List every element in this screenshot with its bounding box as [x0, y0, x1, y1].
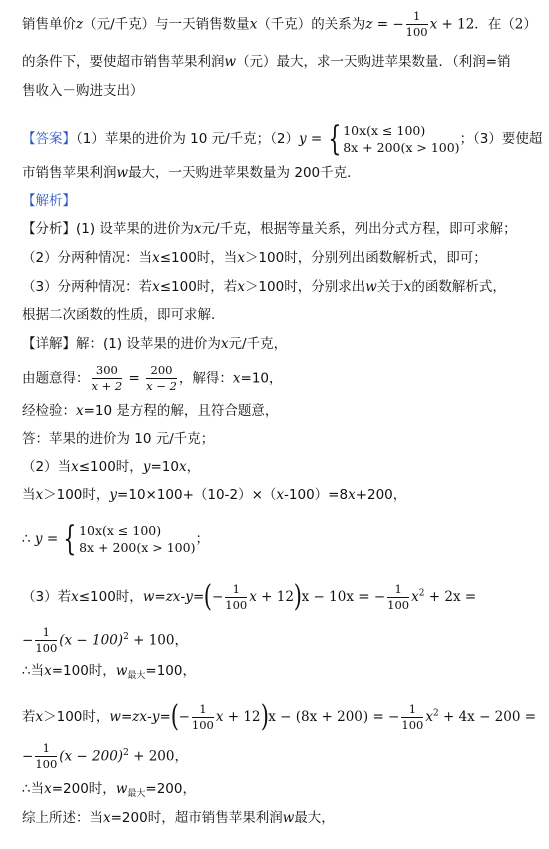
subscript: 最大 — [127, 789, 146, 799]
text: = — [154, 589, 166, 605]
var-x: x — [152, 279, 160, 295]
text: 售收入－购进支出） — [22, 83, 144, 99]
var-x: x — [425, 709, 433, 725]
text: + 12 — [223, 709, 261, 725]
case-1: 10x(x ≤ 100) — [79, 523, 162, 538]
var-y: y — [34, 531, 43, 547]
var-x: x — [35, 709, 44, 725]
line-21 — [22, 699, 537, 734]
text: =10×100+（10-2）×（ — [117, 487, 277, 503]
exponent: 2 — [123, 632, 129, 642]
numerator: 300 — [95, 363, 118, 377]
text: ＞100时，分别求出 — [244, 279, 366, 295]
brace: { — [327, 119, 341, 159]
denominator: x − 2 — [146, 379, 177, 393]
numerator: 200 — [150, 363, 173, 377]
var-y: y — [185, 589, 193, 605]
var-x: x — [232, 370, 241, 387]
paren-close: ) — [293, 579, 302, 614]
denominator: 100 — [35, 757, 58, 771]
numerator: 1 — [412, 9, 421, 23]
text: 当 — [22, 487, 36, 503]
text: x − (8x + 200) = − — [268, 709, 400, 725]
fraction — [387, 583, 409, 612]
var-x: x — [429, 16, 438, 33]
line-9 — [22, 278, 506, 296]
fraction — [401, 703, 423, 732]
text: 最大，一天购进苹果数量为 200千克． — [128, 165, 361, 181]
text: − — [22, 748, 34, 765]
paren-open: ( — [204, 579, 213, 614]
line-12 — [22, 364, 283, 393]
fraction — [146, 364, 177, 393]
var-w: w — [224, 54, 237, 70]
text: =200， — [145, 781, 196, 797]
text: （元/千克）与一天销售数量 — [83, 16, 250, 33]
paren-close: ) — [260, 699, 269, 734]
text: − — [22, 632, 34, 649]
var-x: x — [178, 459, 187, 475]
var-z: z — [76, 16, 84, 33]
text: =200时， — [51, 781, 116, 797]
text: =10， — [240, 370, 283, 387]
text: （2）当 — [22, 459, 72, 475]
var-x: x — [237, 279, 245, 295]
var-w: w — [116, 165, 129, 181]
line-4 — [22, 119, 543, 159]
text: -100）=8 — [284, 487, 349, 503]
var-x: x — [403, 279, 412, 295]
text: 销售单价 — [22, 16, 76, 33]
subscript: 最大 — [127, 671, 146, 681]
line-6 — [22, 192, 76, 210]
text: 经检验： — [22, 403, 76, 419]
denominator: x + 2 — [91, 379, 123, 393]
line-23 — [22, 780, 196, 803]
text: 元/千克，根据等量关系，列出分式方程，即可求解； — [201, 221, 517, 237]
fraction — [35, 742, 57, 771]
text: ＞100时， — [43, 487, 110, 503]
text: 答：苹果的进价为 10 元/千克； — [22, 431, 215, 447]
line-20 — [22, 662, 196, 685]
text: = − — [372, 16, 404, 33]
text: = — [306, 131, 327, 147]
var-zx: zx — [165, 589, 181, 605]
text: ≤100时，当 — [159, 250, 238, 266]
text: （2）分两种情况：当 — [22, 250, 153, 266]
analysis-tag: 【解析】 — [22, 193, 76, 209]
var-y: y — [142, 459, 151, 475]
text: 由题意得： — [22, 370, 90, 387]
var-x: x — [152, 250, 160, 266]
line-5 — [22, 164, 361, 182]
text: ≤100时，若 — [159, 279, 238, 295]
expression: (x − 100) — [59, 632, 124, 649]
paren-open: ( — [170, 699, 179, 734]
fraction — [406, 10, 428, 39]
fraction — [192, 703, 214, 732]
line-11 — [22, 335, 287, 353]
piecewise-cases — [79, 522, 195, 556]
text: = — [124, 370, 145, 387]
text: 最大， — [294, 810, 335, 826]
text: = — [120, 709, 133, 725]
var-w: w — [115, 781, 128, 797]
var-x: x — [237, 250, 245, 266]
text: = — [159, 709, 171, 725]
text: + 100， — [128, 632, 188, 649]
text: 市销售苹果利润 — [22, 165, 117, 181]
text: - — [147, 709, 152, 725]
line-19 — [22, 626, 188, 655]
numerator: 1 — [408, 701, 417, 716]
line-8 — [22, 249, 487, 267]
piecewise-cases — [343, 122, 459, 156]
var-w: w — [142, 589, 155, 605]
text: （3）分两种情况：若 — [22, 279, 153, 295]
line-22 — [22, 742, 188, 771]
text: = — [192, 589, 205, 605]
line-17 — [22, 519, 209, 559]
text: 【详解】解：(1) 设苹果的进价为 — [22, 336, 221, 352]
answer-tag: 【答案】 — [22, 131, 76, 147]
text: ≤100时， — [78, 459, 143, 475]
var-y: y — [109, 487, 118, 503]
text: 关于 — [376, 279, 404, 295]
var-x: x — [249, 589, 257, 605]
text: 的函数解析式， — [411, 279, 506, 295]
line-14 — [22, 430, 214, 448]
text: + 4x − 200 = — [438, 709, 537, 725]
var-x: x — [193, 221, 202, 237]
text: 元/千克， — [228, 336, 288, 352]
text: =200时，超市销售苹果利润 — [110, 810, 283, 826]
text: + 12 — [256, 589, 294, 605]
var-w: w — [115, 663, 128, 679]
text: 若 — [22, 709, 36, 725]
var-x: x — [215, 709, 224, 725]
var-w: w — [282, 810, 295, 826]
text: 的条件下，要使超市销售苹果利润 — [22, 54, 225, 70]
line-13 — [22, 402, 278, 420]
var-x: x — [44, 781, 52, 797]
expression: (x − 200) — [59, 748, 124, 765]
text: ∴当 — [22, 663, 45, 679]
var-x: x — [103, 810, 111, 826]
denominator: 100 — [387, 597, 410, 612]
text: =10 — [150, 459, 179, 475]
minus: − — [178, 709, 190, 725]
text: =100， — [145, 663, 196, 679]
text: 根据二次函数的性质，即可求解． — [22, 307, 225, 323]
text: + 12．在（2） — [437, 16, 537, 33]
case-2: 8x + 200(x > 100) — [79, 540, 196, 555]
denominator: 100 — [191, 717, 214, 732]
var-x: x — [249, 16, 258, 33]
text: 综上所述：当 — [22, 810, 103, 826]
line-7 — [22, 220, 517, 238]
numerator: 1 — [199, 701, 207, 716]
numerator: 1 — [394, 581, 402, 596]
fraction — [225, 583, 247, 612]
line-16 — [22, 486, 406, 504]
brace: { — [63, 519, 77, 559]
text: =10 是方程的解，且符合题意， — [83, 403, 279, 419]
var-x: x — [71, 589, 79, 605]
text: ∴当 — [22, 781, 45, 797]
line-10 — [22, 306, 225, 324]
var-x: x — [71, 459, 79, 475]
numerator: 1 — [42, 625, 50, 639]
text: ；（3）要使超 — [459, 131, 543, 147]
denominator: 100 — [35, 641, 58, 655]
line-2 — [22, 53, 511, 71]
text: （千克）的关系为 — [257, 16, 366, 33]
text: +200， — [355, 487, 407, 503]
exponent: 2 — [432, 708, 439, 719]
var-y: y — [151, 709, 160, 725]
var-y: y — [299, 131, 307, 147]
var-w: w — [365, 279, 377, 295]
numerator: 1 — [42, 741, 50, 755]
line-24 — [22, 809, 335, 827]
fraction — [35, 626, 57, 655]
text: + 200， — [128, 748, 188, 765]
denominator: 100 — [405, 25, 428, 39]
var-x: x — [276, 487, 285, 503]
text: =100时， — [51, 663, 116, 679]
text: ＞100时，分别列出函数解析式，即可； — [244, 250, 487, 266]
numerator: 1 — [232, 581, 240, 596]
line-15 — [22, 458, 200, 476]
text: + 2x = — [424, 589, 477, 605]
text: （1）苹果的进价为 10 元/千克；（2） — [76, 131, 299, 147]
fraction — [92, 364, 123, 393]
text: ≤100时， — [78, 589, 143, 605]
var-x: x — [411, 589, 419, 605]
text: ， — [186, 459, 201, 475]
text: - — [180, 589, 186, 605]
var-x: x — [35, 487, 44, 503]
var-x: x — [44, 663, 52, 679]
minus: − — [211, 589, 224, 605]
text: （3）若 — [22, 589, 72, 605]
text: ＞100时， — [43, 709, 110, 725]
case-2: 8x + 200(x > 100) — [343, 140, 460, 155]
text: = — [42, 531, 63, 547]
line-1 — [22, 10, 537, 39]
line-3 — [22, 82, 144, 100]
var-w: w — [109, 709, 121, 725]
case-1: 10x(x ≤ 100) — [343, 123, 426, 138]
text: ； — [195, 531, 209, 547]
text: ∴ — [22, 531, 35, 547]
var-x: x — [348, 487, 356, 503]
text: x − 10x = − — [301, 589, 386, 605]
text: 【分析】(1) 设苹果的进价为 — [22, 221, 194, 237]
denominator: 100 — [401, 717, 424, 732]
var-x: x — [220, 336, 229, 352]
line-18 — [22, 579, 477, 614]
var-z: z — [365, 16, 373, 33]
exponent: 2 — [123, 748, 129, 758]
denominator: 100 — [225, 597, 248, 612]
exponent: 2 — [418, 588, 425, 599]
text: （元）最大，求一天购进苹果数量．（利润=销 — [236, 54, 511, 70]
text: ，解得： — [178, 370, 233, 387]
var-zx: zx — [132, 709, 148, 725]
var-x: x — [76, 403, 84, 419]
